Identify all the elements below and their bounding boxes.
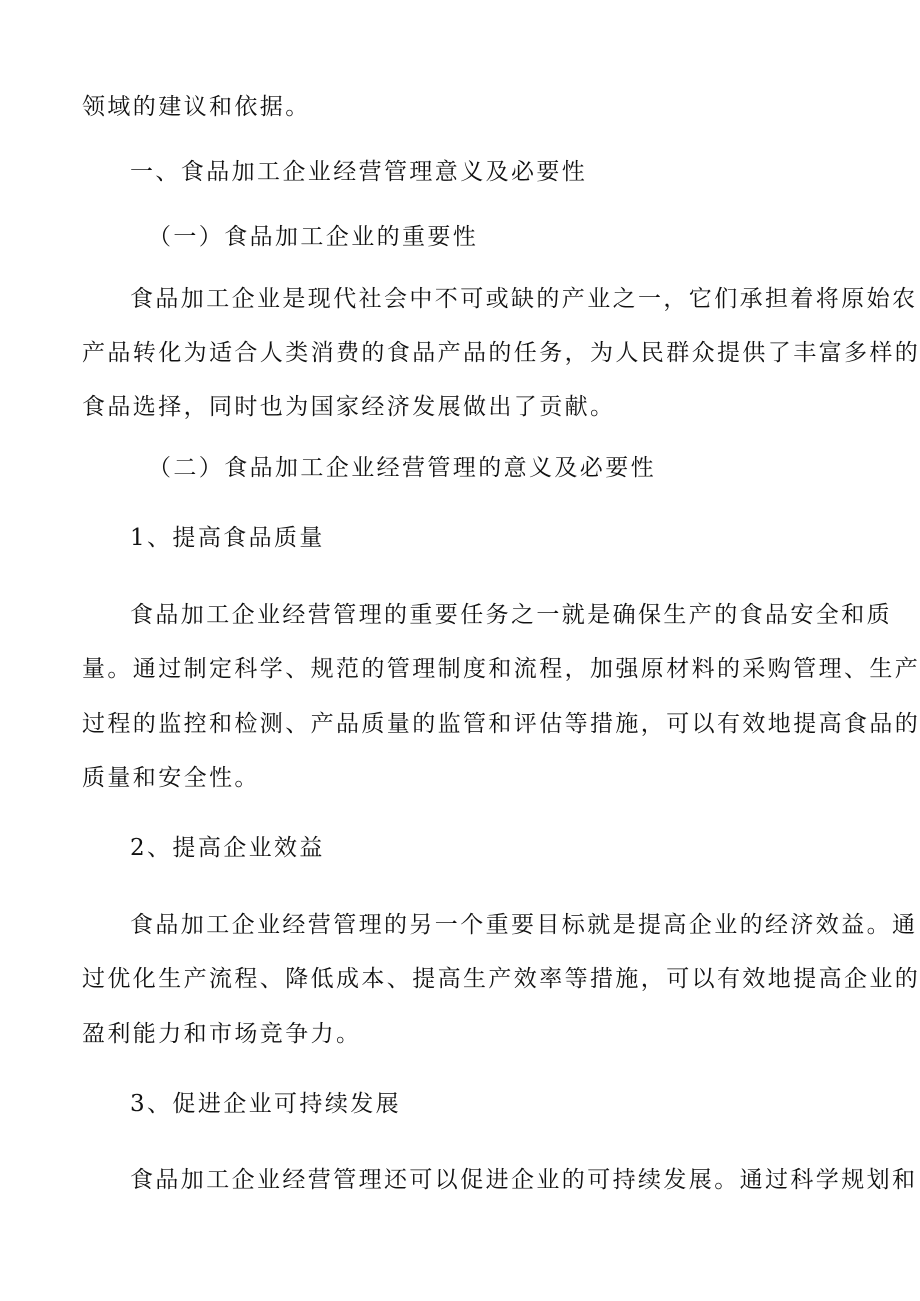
paragraph-continuation: 领域的建议和依据。 [82, 94, 311, 120]
paragraph-line: 食品选择，同时也为国家经济发展做出了贡献。 [82, 394, 616, 420]
paragraph-line: 食品加工企业是现代社会中不可或缺的产业之一，它们承担着将原始农 [130, 286, 918, 312]
numbered-heading-2: 2、提高企业效益 [130, 835, 325, 861]
paragraph-line: 质量和安全性。 [82, 765, 260, 791]
paragraph-line: 过优化生产流程、降低成本、提高生产效率等措施，可以有效地提高企业的 [82, 966, 920, 992]
paragraph-line: 食品加工企业经营管理的重要任务之一就是确保生产的食品安全和质 [130, 602, 892, 628]
subsection-heading-2: （二）食品加工企业经营管理的意义及必要性 [148, 455, 656, 481]
paragraph-line: 产品转化为适合人类消费的食品产品的任务，为人民群众提供了丰富多样的 [82, 340, 920, 366]
paragraph-line: 食品加工企业经营管理还可以促进企业的可持续发展。通过科学规划和 [130, 1167, 918, 1193]
numbered-heading-1: 1、提高食品质量 [130, 525, 325, 551]
paragraph-line: 食品加工企业经营管理的另一个重要目标就是提高企业的经济效益。通 [130, 912, 918, 938]
paragraph-line: 盈利能力和市场竞争力。 [82, 1021, 362, 1047]
paragraph-line: 量。通过制定科学、规范的管理制度和流程，加强原材料的采购管理、生产 [82, 656, 920, 682]
numbered-heading-3: 3、促进企业可持续发展 [130, 1091, 402, 1117]
section-heading-1: 一、食品加工企业经营管理意义及必要性 [130, 159, 588, 185]
paragraph-line: 过程的监控和检测、产品质量的监管和评估等措施，可以有效地提高食品的 [82, 711, 920, 737]
subsection-heading-1: （一）食品加工企业的重要性 [148, 224, 479, 250]
